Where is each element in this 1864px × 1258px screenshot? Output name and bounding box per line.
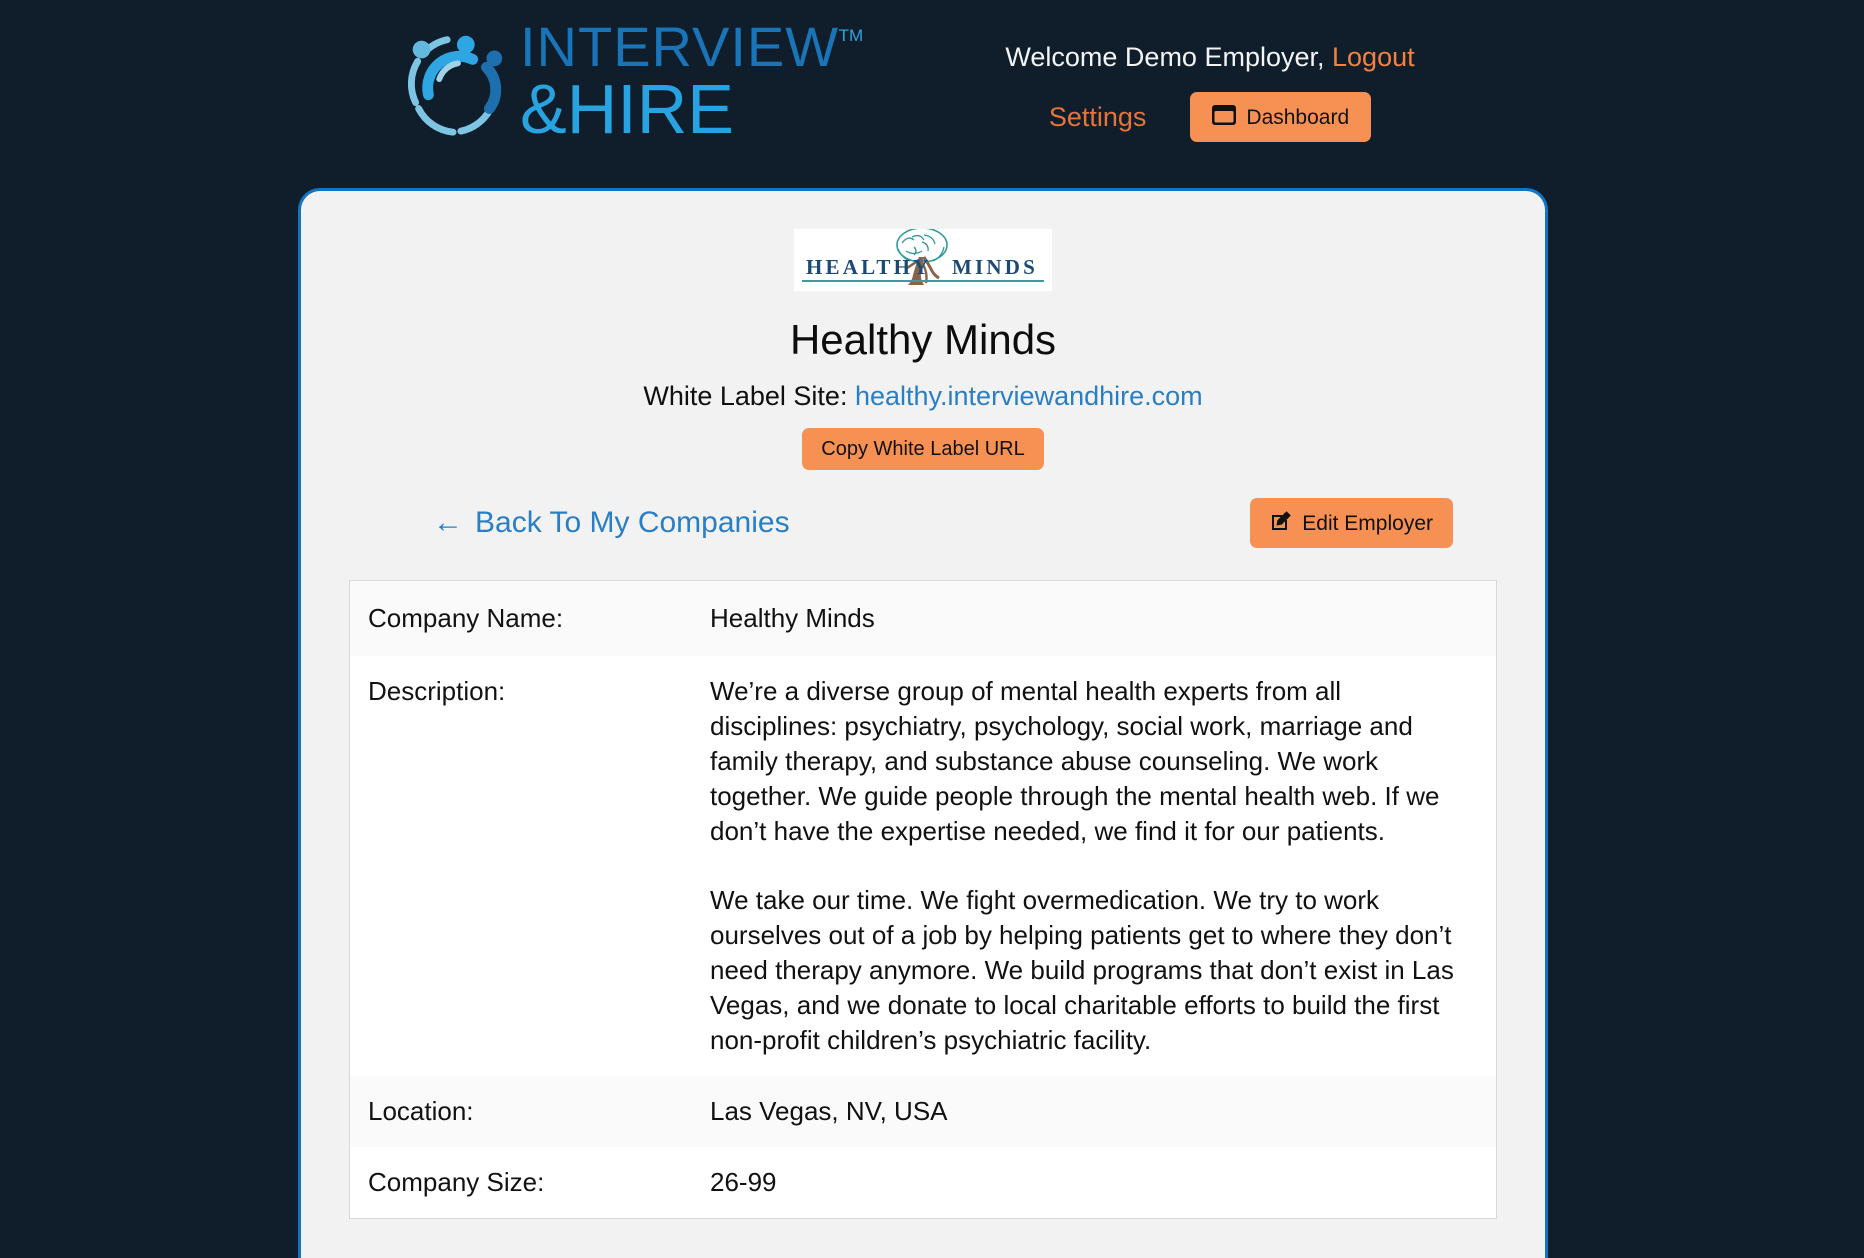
row-value xyxy=(710,656,1496,1076)
copy-white-label-url-button[interactable]: Copy White Label URL xyxy=(802,428,1043,470)
employer-page-card xyxy=(298,188,1548,1258)
circle-people-logo-icon xyxy=(396,18,514,146)
trademark-symbol: TM xyxy=(838,26,864,45)
arrow-left-icon: ← xyxy=(433,506,463,539)
welcome-text: Welcome Demo Employer, xyxy=(1005,42,1325,72)
welcome-line xyxy=(1000,40,1420,74)
back-link-label: Back To My Companies xyxy=(475,506,790,539)
employer-details-table xyxy=(350,581,1496,1218)
pencil-square-icon xyxy=(1270,510,1292,536)
header-actions xyxy=(1000,92,1420,142)
dashboard-button[interactable] xyxy=(1190,92,1371,142)
page-title: Healthy Minds xyxy=(789,316,1057,363)
white-label-line xyxy=(331,379,1515,413)
edit-employer-label: Edit Employer xyxy=(1302,511,1433,535)
row-value: 26-99 xyxy=(710,1167,777,1197)
window-icon xyxy=(1212,105,1236,129)
brand-name-line2: &HIRE xyxy=(520,70,734,148)
description-paragraph: We’re a diverse group of mental health experts from all disciplines: psychiatry, psychology, social work, marriage and family therapy, and substance abuse counseling. We work together. We guide people through the mental health web. If we don’t have the expertise needed, we find it for our patients. xyxy=(710,676,1440,846)
svg-text:HEALTHY: HEALTHY xyxy=(806,255,932,279)
table-row xyxy=(350,1147,1496,1218)
company-logo xyxy=(794,229,1052,291)
table-row xyxy=(350,581,1496,656)
company-logo-wrap xyxy=(331,229,1515,291)
row-label: Company Size: xyxy=(368,1167,545,1197)
table-row xyxy=(350,656,1496,1076)
brand-name-line1: INTERVIEW xyxy=(520,15,840,78)
row-label: Location: xyxy=(368,1096,474,1126)
row-value: Las Vegas, NV, USA xyxy=(710,1096,948,1126)
white-label-prefix: White Label Site: xyxy=(643,381,848,411)
row-value: Healthy Minds xyxy=(710,603,875,633)
back-to-my-companies-link[interactable] xyxy=(433,505,790,541)
svg-text:MINDS: MINDS xyxy=(952,255,1039,279)
logout-link[interactable]: Logout xyxy=(1332,42,1415,72)
edit-employer-button[interactable] xyxy=(1250,498,1453,548)
row-label: Company Name: xyxy=(368,603,564,633)
site-header xyxy=(0,0,1864,183)
dashboard-button-label: Dashboard xyxy=(1246,105,1350,129)
settings-link[interactable]: Settings xyxy=(1048,101,1147,132)
brand-logo[interactable] xyxy=(396,15,864,148)
employer-details-panel xyxy=(349,580,1497,1219)
card-nav-row xyxy=(331,498,1515,548)
description-paragraph: We take our time. We fight overmedication. We try to work ourselves out of a job by helping patients get to where they don’t need therapy anymore. We build programs that don’t exist in Las Vegas, and we donate to local charitable efforts to build the first non-profit children’s psychiatric facility. xyxy=(710,885,1454,1055)
copy-url-wrap xyxy=(331,428,1515,470)
white-label-url-link[interactable]: healthy.interviewandhire.com xyxy=(854,381,1203,411)
table-row xyxy=(350,1076,1496,1147)
header-user-area xyxy=(1000,40,1420,142)
row-label: Description: xyxy=(368,676,506,706)
